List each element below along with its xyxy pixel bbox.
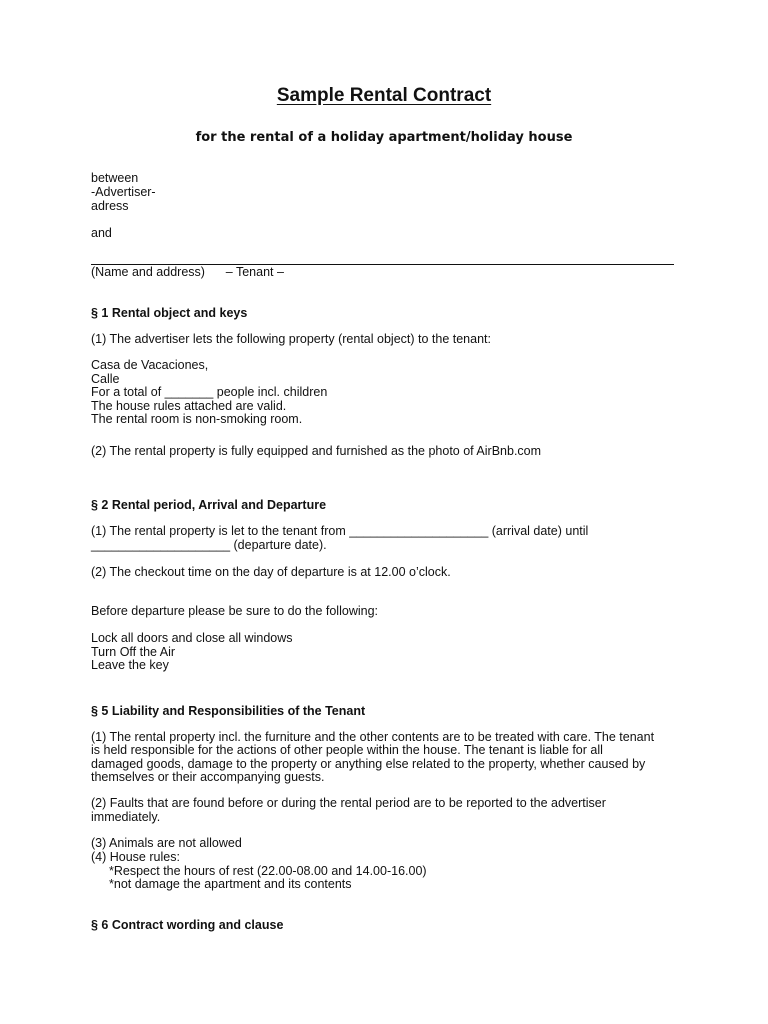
section-5-paragraph-1-line-4: themselves or their accompanying guests.	[91, 770, 325, 784]
advertiser-address: adress	[91, 199, 129, 213]
between-label: between	[91, 171, 139, 185]
section-5-heading: § 5 Liability and Responsibilities of the Tenant	[91, 704, 366, 718]
property-line-3: For a total of _______ people incl. children	[91, 385, 328, 399]
house-rule-2: *not damage the apartment and its contents	[109, 877, 352, 891]
section-1-heading: § 1 Rental object and keys	[91, 306, 248, 320]
and-label: and	[91, 226, 112, 240]
property-line-5: The rental room is non-smoking room.	[91, 412, 303, 426]
document-subtitle: for the rental of a holiday apartment/holiday house	[195, 130, 573, 145]
departure-task-1: Lock all doors and close all windows	[91, 631, 293, 645]
section-5-paragraph-4: (4) House rules:	[91, 850, 180, 864]
section-5-paragraph-1-line-1: (1) The rental property incl. the furniture and the other contents are to be treated with care. The tenant	[91, 730, 655, 744]
section-5-paragraph-2-line-1: (2) Faults that are found before or during the rental period are to be reported to the advertiser	[91, 796, 606, 810]
advertiser-label: -Advertiser-	[91, 185, 156, 199]
section-1-paragraph-2: (2) The rental property is fully equipped and furnished as the photo of AirBnb.com	[91, 444, 542, 458]
property-line-1: Casa de Vacaciones,	[91, 358, 209, 372]
departure-task-2: Turn Off the Air	[91, 645, 176, 659]
tenant-label: (Name and address) – Tenant –	[91, 265, 284, 279]
document-title: Sample Rental Contract	[276, 85, 492, 106]
section-5-paragraph-1-line-2: is held responsible for the actions of other people within the house. The tenant is liable for all	[91, 743, 603, 757]
section-2-paragraph-1-line-2: ____________________ (departure date).	[91, 538, 327, 552]
section-5-paragraph-3: (3) Animals are not allowed	[91, 836, 242, 850]
section-6-heading: § 6 Contract wording and clause	[91, 918, 284, 932]
departure-task-3: Leave the key	[91, 658, 169, 672]
section-1-paragraph-1: (1) The advertiser lets the following property (rental object) to the tenant:	[91, 332, 491, 346]
property-line-2: Calle	[91, 372, 120, 386]
property-line-4: The house rules attached are valid.	[91, 399, 287, 413]
section-5-paragraph-2-line-2: immediately.	[91, 810, 161, 824]
house-rule-1: *Respect the hours of rest (22.00-08.00 and 14.00-16.00)	[109, 864, 427, 878]
section-2-paragraph-1-line-1: (1) The rental property is let to the tenant from ____________________ (arrival date) until	[91, 524, 589, 538]
before-departure-label: Before departure please be sure to do the following:	[91, 604, 378, 618]
section-2-paragraph-2: (2) The checkout time on the day of departure is at 12.00 o’clock.	[91, 565, 451, 579]
section-5-paragraph-1-line-3: damaged goods, damage to the property or anything else related to the property, whether caused by	[91, 757, 646, 771]
section-2-heading: § 2 Rental period, Arrival and Departure	[91, 498, 327, 512]
